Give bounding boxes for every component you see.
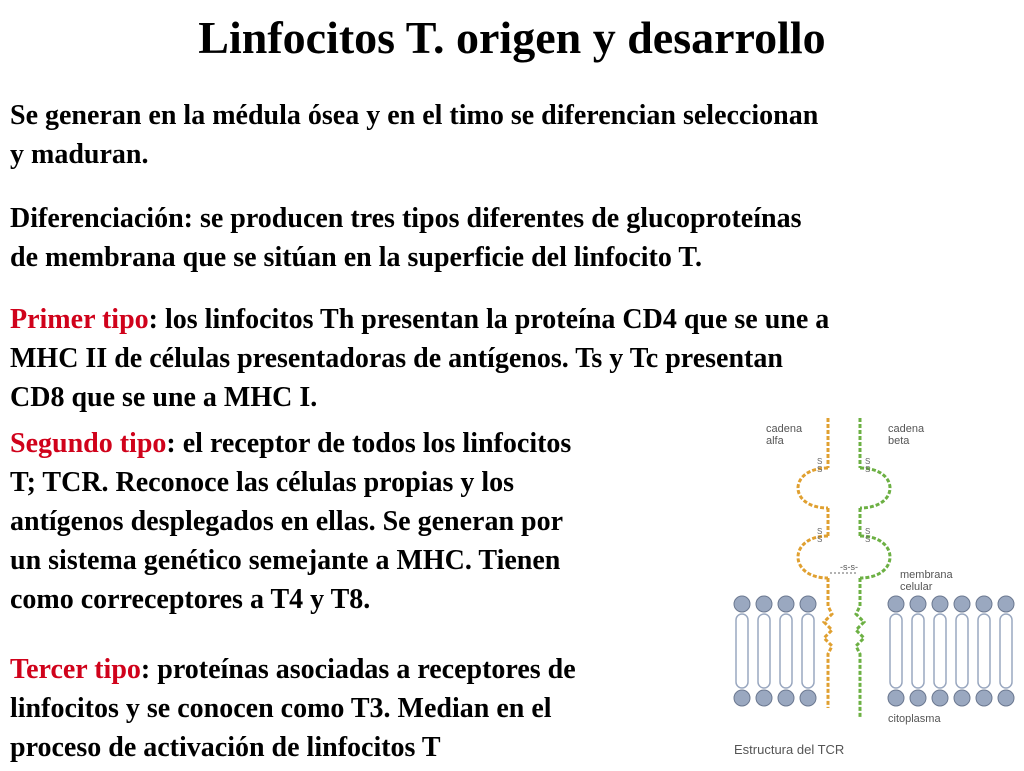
paragraph-line: linfocitos y se conocen como T3. Median en el bbox=[10, 693, 552, 724]
paragraph-line: Se generan en la médula ósea y en el timo se diferencian seleccionan bbox=[10, 100, 819, 131]
lipid-head bbox=[800, 596, 816, 612]
paragraph-origin bbox=[10, 96, 818, 174]
paragraph-line: de membrana que se sitúan en la superficie del linfocito T. bbox=[10, 242, 702, 273]
third-type-text: : proteínas asociadas a receptores de bbox=[140, 654, 576, 685]
lipid-head bbox=[998, 690, 1014, 706]
tcr-diagram bbox=[728, 408, 1018, 766]
beta-chain-transmembrane bbox=[856, 578, 864, 718]
disulfide-bridge-mark: S bbox=[817, 465, 823, 474]
membrane-label-line1: membrana bbox=[900, 569, 953, 581]
paragraph-third-type bbox=[10, 650, 576, 767]
lipid-head bbox=[976, 690, 992, 706]
lipid-head bbox=[932, 596, 948, 612]
disulfide-bridges bbox=[817, 457, 870, 544]
lipid-head bbox=[910, 596, 926, 612]
disulfide-bridge-mark: S bbox=[817, 457, 823, 466]
paragraph-line: como correceptores a T4 y T8. bbox=[10, 584, 371, 615]
lipid-head bbox=[756, 690, 772, 706]
first-type-heading: Primer tipo bbox=[10, 304, 149, 335]
lipid-tail bbox=[802, 614, 814, 688]
paragraph-first-type bbox=[10, 300, 829, 417]
disulfide-bridge-mark: S bbox=[865, 535, 871, 544]
lipid-head bbox=[778, 690, 794, 706]
lipid-head bbox=[932, 690, 948, 706]
second-type-heading: Segundo tipo bbox=[10, 428, 167, 459]
disulfide-bridge-mark: S bbox=[865, 465, 871, 474]
beta-chain-label-line2: beta bbox=[888, 435, 910, 447]
second-type-text: : el receptor de todos los linfocitos bbox=[166, 428, 572, 459]
lipid-head bbox=[734, 596, 750, 612]
lipid-tail bbox=[1000, 614, 1012, 688]
lipid-head bbox=[954, 690, 970, 706]
alpha-chain-transmembrane bbox=[824, 578, 832, 708]
cytoplasm-label: citoplasma bbox=[888, 713, 941, 725]
lipid-head bbox=[800, 690, 816, 706]
lipid-tail bbox=[780, 614, 792, 688]
tcr-structure-figure bbox=[728, 408, 1018, 766]
paragraph-line: CD8 que se une a MHC I. bbox=[10, 382, 318, 413]
lipid-tail bbox=[912, 614, 924, 688]
paragraph-line: MHC II de células presentadoras de antígenos. Ts y Tc presentan bbox=[10, 343, 783, 374]
first-type-text: : los linfocitos Th presentan la proteína CD4 que se une a bbox=[148, 304, 830, 335]
lipid-tail bbox=[736, 614, 748, 688]
third-type-heading: Tercer tipo bbox=[10, 654, 141, 685]
paragraph-line bbox=[10, 650, 576, 689]
lipid-head bbox=[756, 596, 772, 612]
paragraph-second-type bbox=[10, 424, 571, 619]
paragraph-line: un sistema genético semejante a MHC. Tienen bbox=[10, 545, 561, 576]
lipid-tail bbox=[934, 614, 946, 688]
lipid-head bbox=[954, 596, 970, 612]
lipid-head bbox=[734, 690, 750, 706]
disulfide-bridge-mark: S bbox=[817, 535, 823, 544]
beta-chain-loop bbox=[860, 468, 890, 508]
alpha-chain-label-line2: alfa bbox=[766, 435, 784, 447]
disulfide-bridge-mark: S bbox=[817, 527, 823, 536]
alpha-chain-label-line1: cadena bbox=[766, 423, 803, 435]
paragraph-line bbox=[10, 300, 829, 339]
beta-chain bbox=[856, 418, 890, 718]
lipid-tail bbox=[758, 614, 770, 688]
lipid-head bbox=[998, 596, 1014, 612]
lipid-head bbox=[778, 596, 794, 612]
paragraph-line: y maduran. bbox=[10, 139, 149, 170]
lipid-bilayer bbox=[734, 596, 1014, 706]
alpha-chain-loop bbox=[798, 536, 828, 578]
membrane-label-line2: celular bbox=[900, 581, 933, 593]
lipid-head bbox=[888, 596, 904, 612]
lipid-head bbox=[976, 596, 992, 612]
disulfide-label: -s-s- bbox=[840, 562, 858, 572]
lipid-tail bbox=[978, 614, 990, 688]
paragraph-line: T; TCR. Reconoce las células propias y los bbox=[10, 467, 515, 498]
paragraph-line: Diferenciación: se producen tres tipos diferentes de glucoproteínas bbox=[10, 203, 802, 234]
lipid-head bbox=[910, 690, 926, 706]
alpha-chain bbox=[798, 418, 832, 708]
disulfide-bridge-mark: S bbox=[865, 527, 871, 536]
paragraph-differentiation bbox=[10, 199, 801, 277]
lipid-tail bbox=[956, 614, 968, 688]
figure-caption: Estructura del TCR bbox=[734, 742, 845, 757]
slide-title: Linfocitos T. origen y desarrollo bbox=[198, 12, 826, 63]
beta-chain-label-line1: cadena bbox=[888, 423, 925, 435]
lipid-head bbox=[888, 690, 904, 706]
disulfide-bridge-mark: S bbox=[865, 457, 871, 466]
alpha-chain-loop bbox=[798, 468, 828, 508]
paragraph-line: proceso de activación de linfocitos T bbox=[10, 732, 441, 763]
paragraph-line bbox=[10, 424, 571, 463]
lipid-tail bbox=[890, 614, 902, 688]
paragraph-line: antígenos desplegados en ellas. Se generan por bbox=[10, 506, 564, 537]
